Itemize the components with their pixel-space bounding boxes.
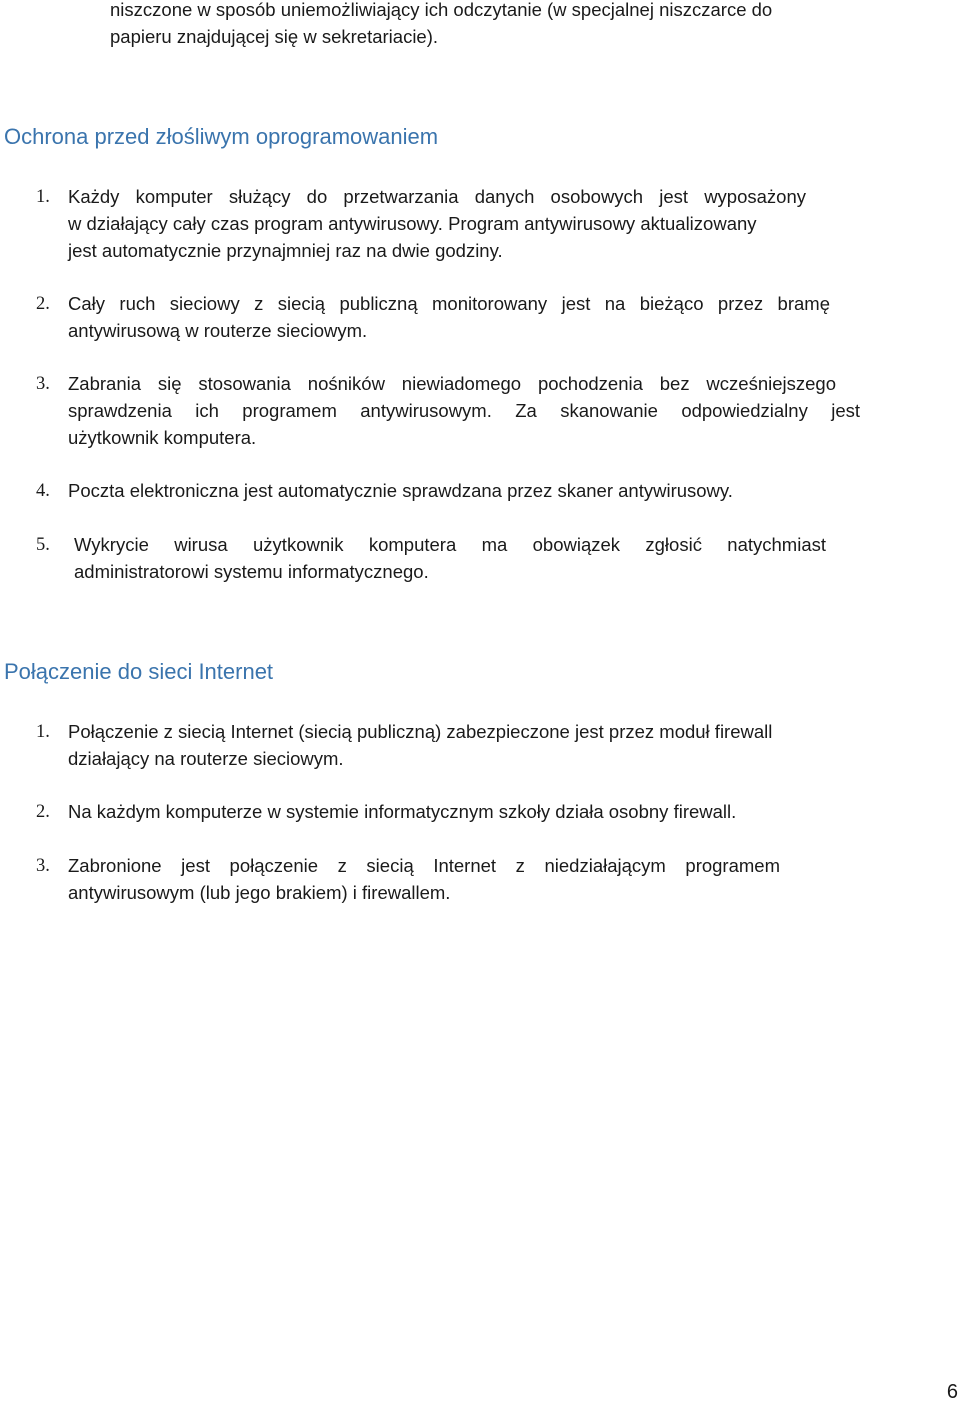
list-item-line: użytkownik komputera. [68,427,257,448]
list-item-line: jest automatycznie przynajmniej raz na dwie godziny. [68,240,503,261]
list-item-line: Zabronione jest połączenie z siecią Internet z niedziałającym programem [68,855,780,876]
list-number: 5. [36,535,50,555]
list-item-line: Cały ruch sieciowy z siecią publiczną monitorowany jest na bieżąco przez bramę [68,293,830,314]
list-item-line: Poczta elektroniczna jest automatycznie sprawdzana przez skaner antywirusowy. [68,480,733,501]
page-number: 6 [946,1381,958,1403]
list-item [68,477,860,504]
section-heading-internet: Połączenie do sieci Internet [4,659,274,684]
section-heading-malware: Ochrona przed złośliwym oprogramowaniem [4,124,439,149]
list-number: 3. [36,856,50,876]
intro-line-2: papieru znajdującej się w sekretariacie). [110,26,439,47]
list-item-line: Wykrycie wirusa użytkownik komputera ma obowiązek zgłosić natychmiast [74,534,826,555]
list-item-line: Na każdym komputerze w systemie informatycznym szkoły działa osobny firewall. [68,801,737,822]
list-item [68,183,806,264]
list-item [68,718,828,772]
list-item-line: antywirusową w routerze sieciowym. [68,320,368,341]
list-item-line: działający na routerze sieciowym. [68,748,344,769]
list-item-line: sprawdzenia ich programem antywirusowym. Za skanowanie odpowiedzialny jest [68,400,860,421]
list-item [68,370,860,451]
list-item-line: antywirusowym (lub jego brakiem) i firewallem. [68,882,451,903]
list-number: 4. [36,481,50,501]
list-item-line: Zabrania się stosowania nośników niewiadomego pochodzenia bez wcześniejszego [68,373,836,394]
list-number: 1. [36,187,50,207]
list-number: 2. [36,802,50,822]
list-item [68,290,830,344]
list-item-line: w działający cały czas program antywirusowy. Program antywirusowy aktualizowany [68,213,757,234]
list-item [68,798,860,825]
list-item-line: Połączenie z siecią Internet (siecią publiczną) zabezpieczone jest przez moduł firewall [68,721,773,742]
list-number: 2. [36,294,50,314]
intro-line-1: niszczone w sposób uniemożliwiający ich odczytanie (w specjalnej niszczarce do [110,0,773,20]
list-item [74,531,826,585]
list-number: 1. [36,722,50,742]
list-item-line: administratorowi systemu informatycznego. [74,561,429,582]
list-item [68,852,780,906]
list-number: 3. [36,374,50,394]
list-item-line: Każdy komputer służący do przetwarzania danych osobowych jest wyposażony [68,186,806,207]
